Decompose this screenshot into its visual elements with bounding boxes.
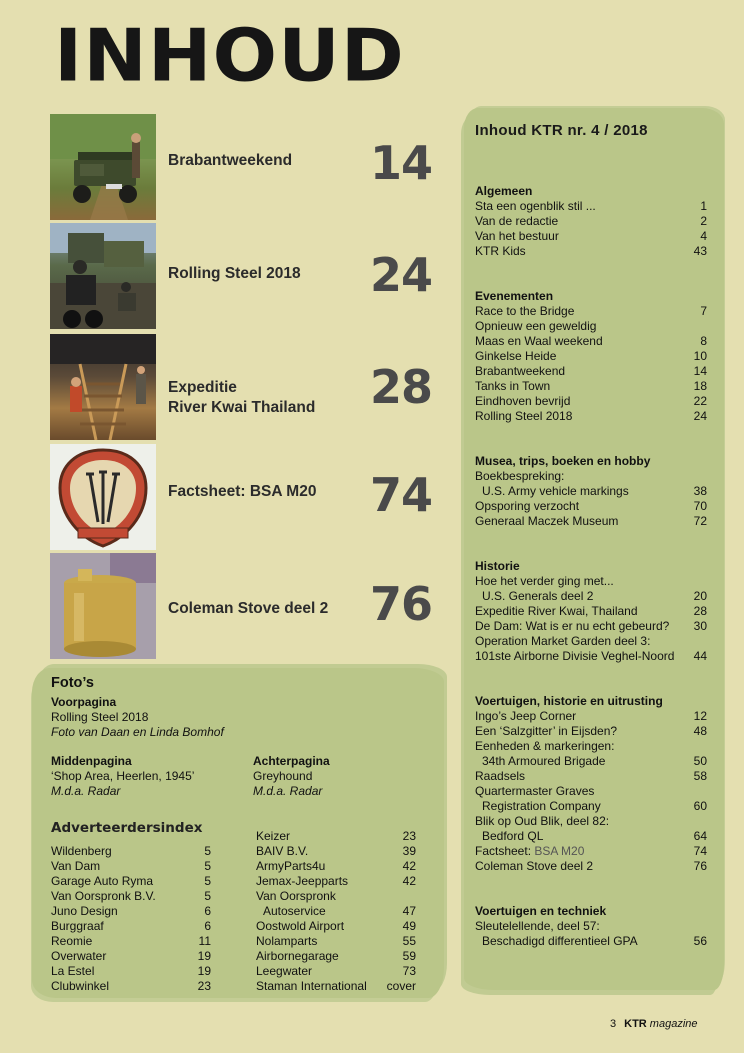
advertiser-row[interactable]: Airbornegarage 59: [256, 949, 416, 963]
toc-row[interactable]: Hoe het verder ging met...: [475, 574, 614, 588]
advertiser-row[interactable]: Overwater 19: [51, 949, 211, 963]
toc-section-musea: [475, 454, 707, 529]
toc-row[interactable]: Operation Market Garden deel 3:: [475, 634, 651, 648]
feature-title: Brabantweekend: [168, 152, 293, 169]
toc-row[interactable]: Eenheden & markeringen:: [475, 739, 615, 753]
feature-page-number: 28: [370, 360, 433, 414]
advertiser-row[interactable]: Garage Auto Ryma 5: [51, 874, 211, 888]
advertisers-column-2: [256, 829, 416, 994]
toc-row[interactable]: Boekbespreking:: [475, 469, 565, 483]
advertiser-row[interactable]: Staman International cover: [256, 979, 416, 993]
toc-row[interactable]: Ginkelse Heide 10: [475, 349, 707, 363]
toc-row[interactable]: Eindhoven bevrijd 22: [475, 394, 707, 408]
footer-brand: KTR: [624, 1018, 647, 1030]
toc-row[interactable]: Generaal Maczek Museum 72: [475, 514, 707, 528]
advertiser-row[interactable]: Leegwater 73: [256, 964, 416, 978]
feature-coleman-stove[interactable]: [50, 553, 450, 659]
feature-title: Factsheet: BSA M20: [168, 483, 317, 500]
feature-brabantweekend[interactable]: [50, 114, 450, 220]
toc-row[interactable]: Blik op Oud Blik, deel 82:: [475, 814, 610, 828]
advertiser-row[interactable]: La Estel 19: [51, 964, 211, 978]
bsa-logo-icon: [50, 444, 156, 550]
feature-thumbnail-stove: [50, 553, 156, 659]
advertisers-title: Adverteerdersindex: [51, 820, 203, 836]
advertiser-row[interactable]: Keizer 23: [256, 829, 416, 843]
toc-row[interactable]: Beschadigd differentieel GPA 56: [482, 934, 707, 948]
toc-row[interactable]: U.S. Army vehicle markings 38: [482, 484, 707, 498]
advertiser-row[interactable]: Van Oorspronk B.V. 5: [51, 889, 211, 903]
feature-bsa-m20[interactable]: [50, 444, 450, 550]
advertiser-row[interactable]: Jemax-Jeepparts 42: [256, 874, 416, 888]
page-number: 3: [610, 1018, 617, 1030]
feature-thumbnail-jeep: [50, 114, 156, 220]
feature-page-number: 24: [370, 248, 433, 302]
advertiser-row[interactable]: Autoservice 47: [263, 904, 416, 918]
advertiser-row[interactable]: Clubwinkel 23: [51, 979, 211, 993]
footer-magazine: magazine: [649, 1018, 698, 1030]
page-title: INHOUD: [54, 13, 405, 98]
toc-row[interactable]: Sta een ogenblik stil ... 1: [475, 199, 707, 213]
feature-river-kwai[interactable]: [50, 334, 450, 440]
toc-row[interactable]: U.S. Generals deel 2 20: [482, 589, 707, 603]
toc-section-heading: Algemeen: [475, 184, 533, 198]
toc-row[interactable]: Maas en Waal weekend 8: [475, 334, 707, 348]
toc-row[interactable]: Opsporing verzocht 70: [475, 499, 707, 513]
toc-row[interactable]: KTR Kids 43: [475, 244, 707, 258]
page-footer: [610, 1018, 698, 1030]
toc-row[interactable]: Tanks in Town 18: [475, 379, 707, 393]
advertiser-row[interactable]: Juno Design 6: [51, 904, 211, 918]
fotos-title: Foto’s: [51, 675, 94, 691]
advertiser-row[interactable]: ArmyParts4u 42: [256, 859, 416, 873]
feature-rolling-steel[interactable]: [50, 223, 450, 329]
toc-section-heading: Voertuigen, historie en uitrusting: [475, 694, 663, 708]
toc-row[interactable]: De Dam: Wat is er nu echt gebeurd? 30: [475, 619, 707, 633]
advertiser-row[interactable]: Van Dam 5: [51, 859, 211, 873]
toc-section-voertuigen-historie: [475, 694, 707, 874]
advertiser-row[interactable]: Oostwold Airport 49: [256, 919, 416, 933]
toc-row[interactable]: Ingo’s Jeep Corner 12: [475, 709, 707, 723]
feature-page-number: 14: [370, 136, 433, 190]
toc-section-historie: [475, 559, 707, 664]
toc-section-voertuigen-techniek: [475, 904, 707, 949]
toc-section-heading: Historie: [475, 559, 520, 573]
advertiser-row[interactable]: Burggraaf 6: [51, 919, 211, 933]
feature-title: Coleman Stove deel 2: [168, 600, 329, 617]
feature-title: Expeditie River Kwai Thailand: [168, 379, 316, 416]
toc-row[interactable]: Registration Company 60: [482, 799, 707, 813]
advertiser-row[interactable]: Wildenberg 5: [51, 844, 211, 858]
toc-section-algemeen: [475, 184, 707, 259]
toc-row[interactable]: Quartermaster Graves: [475, 784, 595, 798]
toc-row[interactable]: Race to the Bridge 7: [475, 304, 707, 318]
toc-row[interactable]: Factsheet: BSA M20 74: [475, 844, 707, 858]
toc-row[interactable]: Expeditie River Kwai, Thailand 28: [475, 604, 707, 618]
feature-page-number: 74: [370, 468, 433, 522]
toc-row[interactable]: Van het bestuur 4: [475, 229, 707, 243]
advertiser-row[interactable]: Van Oorspronk: [256, 889, 336, 903]
toc-section-heading: Musea, trips, boeken en hobby: [475, 454, 651, 468]
advertiser-row[interactable]: Nolamparts 55: [256, 934, 416, 948]
feature-title: Rolling Steel 2018: [168, 265, 301, 282]
toc-row[interactable]: Bedford QL 64: [482, 829, 707, 843]
toc-section-evenementen: [475, 289, 707, 424]
credit-voorpagina: Voorpagina Rolling Steel 2018 Foto van Daan en Linda Bomhof: [51, 695, 224, 739]
toc-section-heading: Voertuigen en techniek: [475, 904, 607, 918]
toc-row[interactable]: Van de redactie 2: [475, 214, 707, 228]
advertisers-column-1: [51, 844, 211, 994]
feature-thumbnail-motorcycles: [50, 223, 156, 329]
toc-row[interactable]: Een ‘Salzgitter’ in Eijsden? 48: [475, 724, 707, 738]
toc-heading: Inhoud KTR nr. 4 / 2018: [475, 122, 648, 139]
advertiser-row[interactable]: BAIV B.V. 39: [256, 844, 416, 858]
credit-middenpagina: Middenpagina ‘Shop Area, Heerlen, 1945’ M.d.a. Radar: [51, 754, 195, 798]
toc-row[interactable]: Rolling Steel 2018 24: [475, 409, 707, 423]
toc-row[interactable]: Sleutelellende, deel 57:: [475, 919, 600, 933]
toc-row[interactable]: Brabantweekend 14: [475, 364, 707, 378]
credit-achterpagina: Achterpagina Greyhound M.d.a. Radar: [253, 754, 330, 798]
feature-page-number: 76: [370, 577, 433, 631]
toc-row[interactable]: Opnieuw een geweldig: [475, 319, 597, 333]
feature-thumbnail-railway: [50, 334, 156, 440]
toc-row[interactable]: 101ste Airborne Divisie Veghel-Noord 44: [475, 649, 707, 663]
toc-row[interactable]: Coleman Stove deel 2 76: [475, 859, 707, 873]
toc-row[interactable]: Raadsels 58: [475, 769, 707, 783]
toc-section-heading: Evenementen: [475, 289, 554, 303]
advertiser-row[interactable]: Reomie 11: [51, 934, 211, 948]
toc-row[interactable]: 34th Armoured Brigade 50: [482, 754, 707, 768]
